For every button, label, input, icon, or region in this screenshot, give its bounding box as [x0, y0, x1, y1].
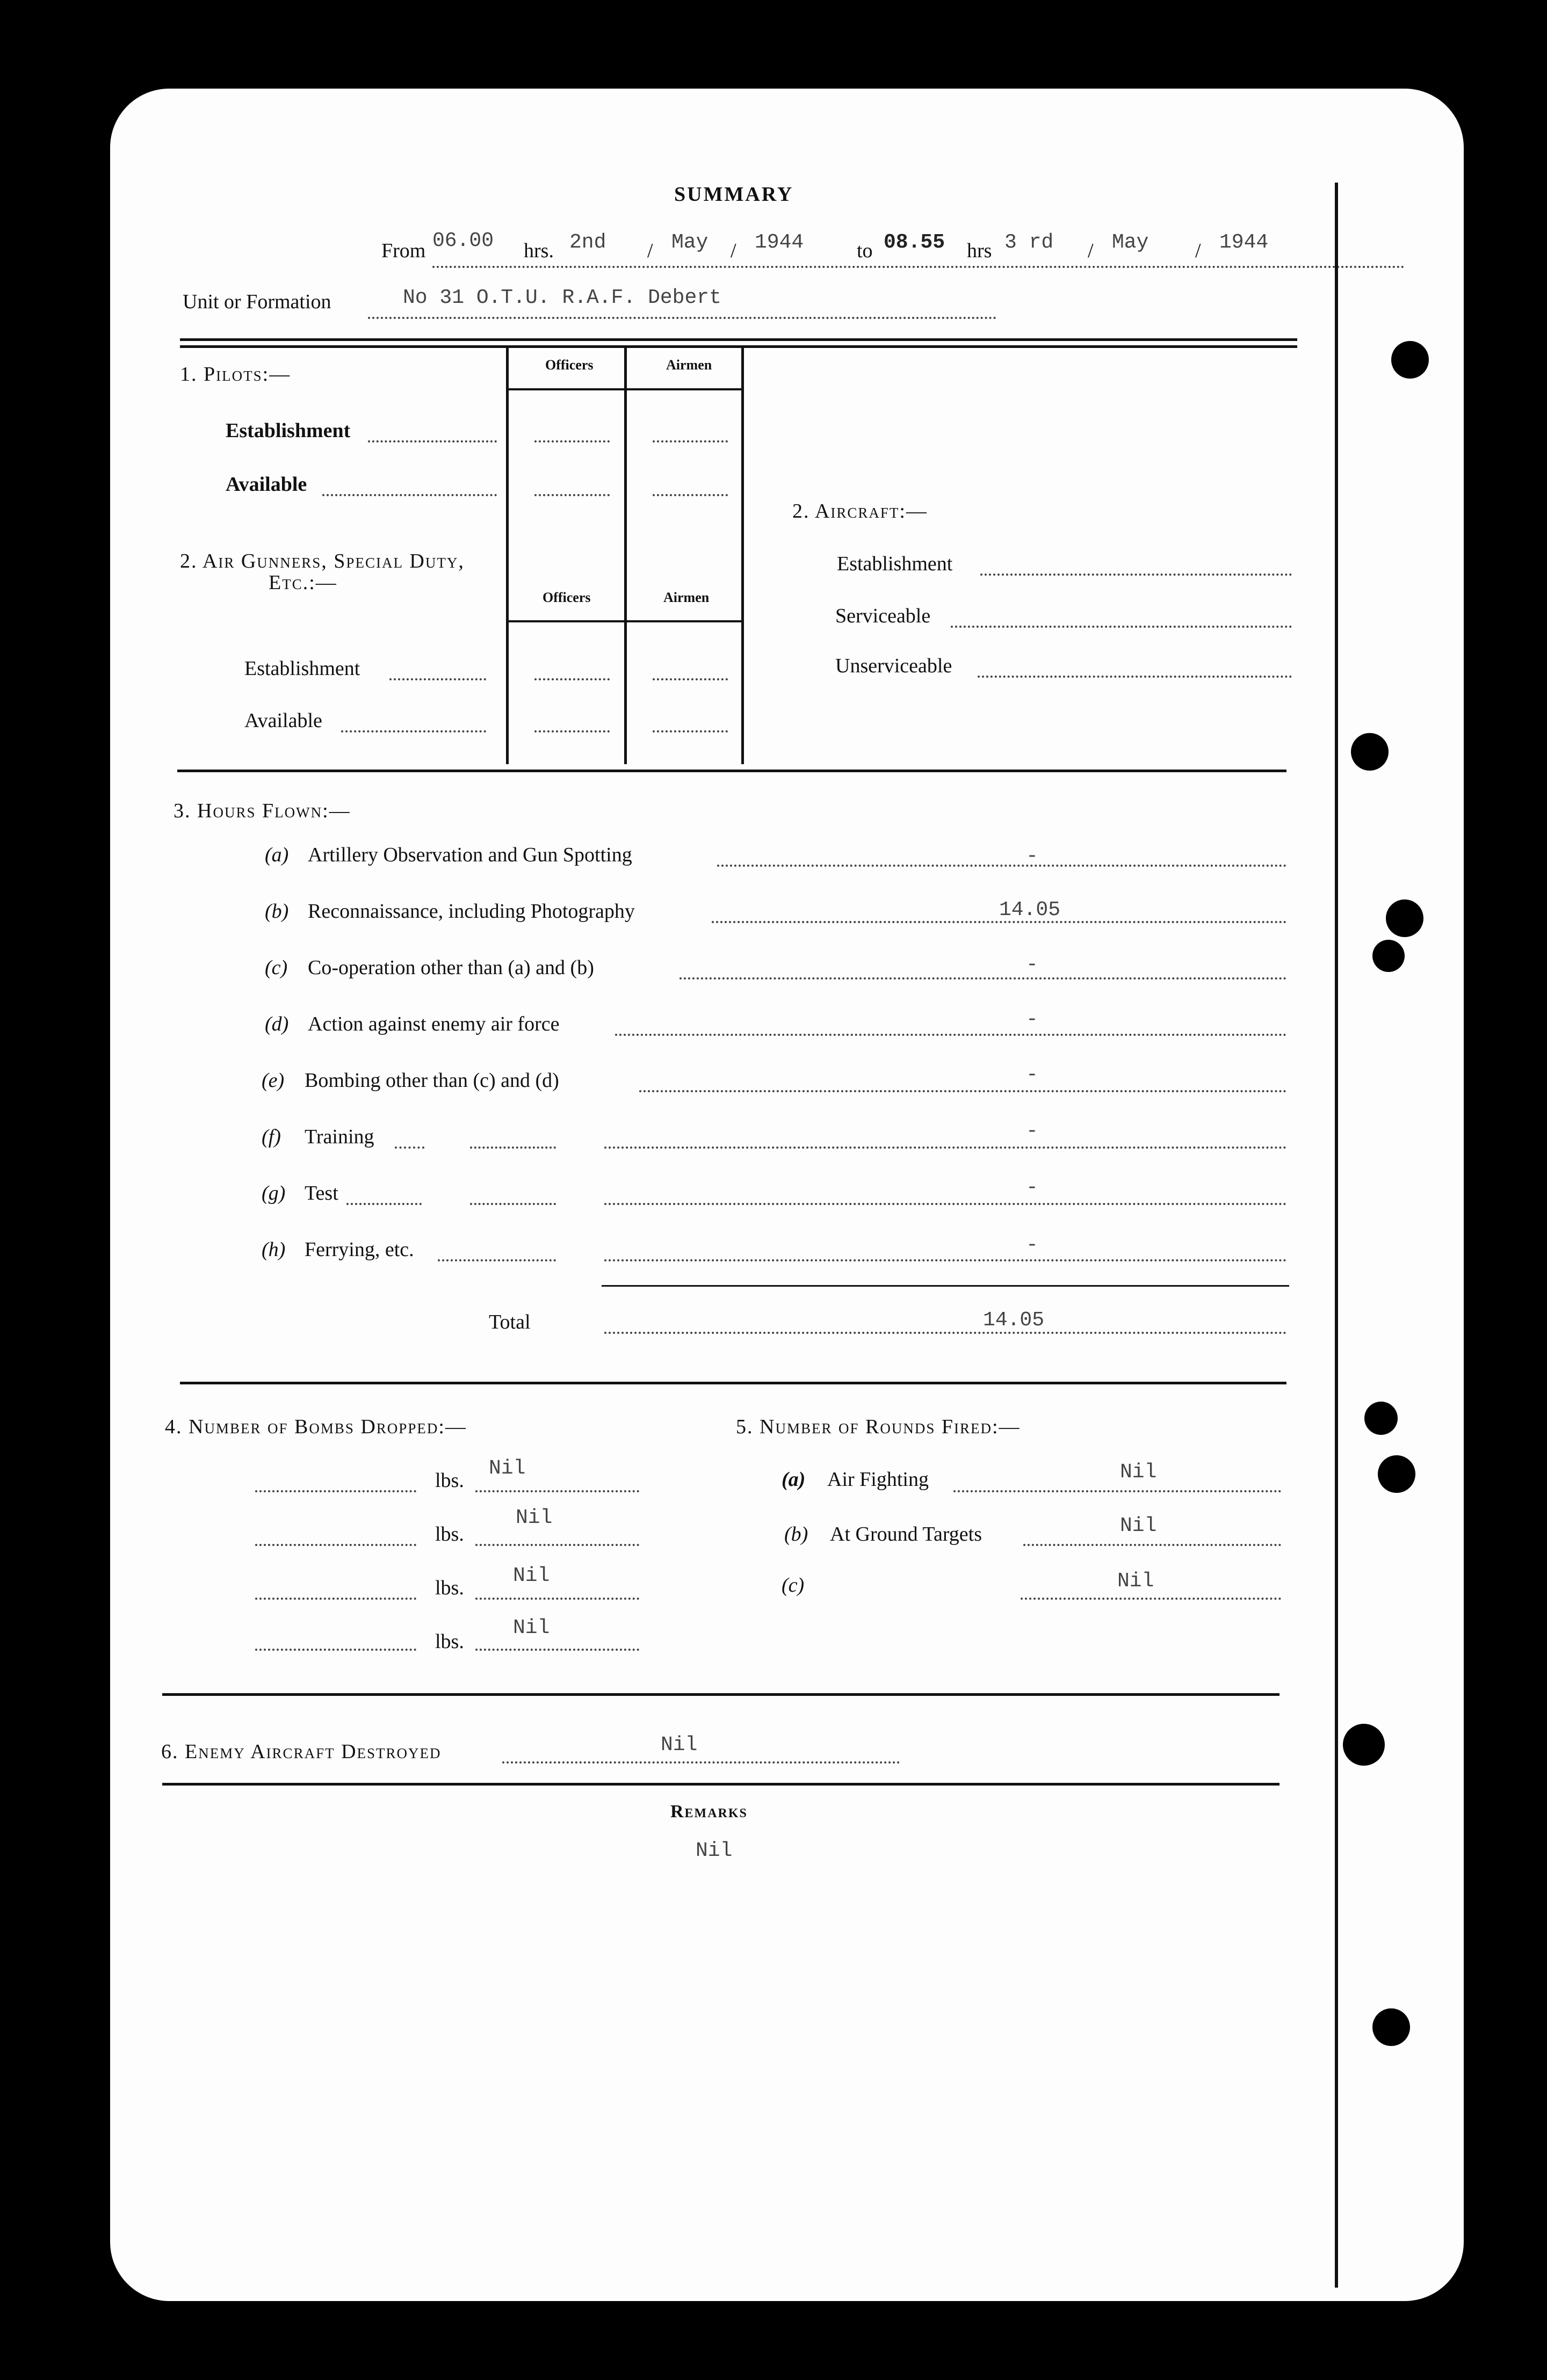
punch-hole [1378, 1455, 1415, 1493]
bombs-heading: 4. Number of Bombs Dropped:— [165, 1416, 467, 1438]
bombs-value-2: Nil [516, 1506, 553, 1529]
remarks-value: Nil [696, 1839, 733, 1862]
gunners-available-label: Available [244, 709, 322, 732]
from-day: 2nd [569, 231, 606, 254]
dots [475, 1598, 639, 1600]
dots [604, 1147, 1286, 1149]
punch-hole [1364, 1402, 1398, 1435]
dots [255, 1598, 416, 1600]
dots [470, 1203, 556, 1205]
bombs-unit: lbs. [435, 1469, 464, 1492]
hours-value-a: - [1026, 845, 1038, 868]
hours-letter-c: (c) [265, 956, 288, 979]
aircraft-unserviceable-label: Unserviceable [835, 655, 952, 677]
hours-label-e: Bombing other than (c) and (d) [305, 1069, 559, 1092]
dots [475, 1544, 639, 1546]
hours-value-h: - [1026, 1233, 1038, 1257]
rounds-heading: 5. Number of Rounds Fired:— [736, 1416, 1021, 1438]
pilots-available-airmen [653, 494, 728, 496]
bombs-unit: lbs. [435, 1630, 464, 1653]
slash: / [731, 240, 736, 262]
gunners-available-airmen [653, 730, 728, 732]
slash: / [647, 240, 653, 262]
rule [177, 770, 1286, 772]
unit-value: No 31 O.T.U. R.A.F. Debert [403, 286, 721, 309]
header-rule [508, 620, 744, 622]
aircraft-serviceable-value [951, 626, 1292, 628]
unit-dots [368, 317, 996, 319]
from-time: 06.00 [432, 229, 494, 252]
hours-value-d: - [1026, 1008, 1038, 1031]
gunners-establishment-airmen [653, 678, 728, 680]
hours-label-g: Test [305, 1182, 338, 1204]
bombs-unit: lbs. [435, 1577, 464, 1599]
gunners-heading: 2. Air Gunners, Special Duty, [180, 550, 465, 572]
hours-heading: 3. Hours Flown:— [174, 800, 351, 822]
gunners-establishment-officers [534, 678, 610, 680]
rounds-value-a: Nil [1120, 1461, 1157, 1484]
rule [180, 1382, 1286, 1384]
to-day: 3 rd [1004, 231, 1054, 254]
to-time: 08.55 [884, 231, 945, 254]
dots [341, 730, 486, 732]
hours-value-f: - [1026, 1120, 1038, 1143]
dots [1023, 1544, 1281, 1546]
from-line-dots [432, 266, 1405, 268]
from-label: From [381, 240, 426, 262]
rule [180, 338, 1297, 341]
column-line [741, 348, 744, 764]
hours-letter-g: (g) [262, 1182, 286, 1204]
dots [438, 1259, 556, 1261]
to-month: May [1112, 231, 1149, 254]
dots [604, 1332, 1286, 1334]
pilots-col-officers: Officers [545, 357, 594, 373]
hours-letter-e: (e) [262, 1069, 285, 1092]
column-line [624, 348, 627, 764]
gunners-col-airmen: Airmen [663, 590, 710, 605]
aircraft-unserviceable-value [978, 676, 1292, 678]
dots [470, 1147, 556, 1149]
hours-letter-d: (d) [265, 1013, 289, 1035]
header-rule [508, 388, 744, 390]
dots [953, 1490, 1281, 1492]
dots [255, 1649, 416, 1651]
pilots-establishment-airmen [653, 440, 728, 442]
pilots-available-label: Available [226, 473, 307, 496]
dots [322, 494, 497, 496]
bombs-value-4: Nil [513, 1616, 550, 1639]
rounds-value-c: Nil [1117, 1570, 1154, 1593]
from-hrs-label: hrs. [524, 240, 554, 262]
hours-letter-a: (a) [265, 844, 289, 866]
bombs-unit: lbs. [435, 1523, 464, 1545]
pilots-heading: 1. Pilots:— [180, 363, 291, 386]
dots [389, 678, 486, 680]
pilots-col-airmen: Airmen [666, 357, 712, 373]
rounds-label-a: Air Fighting [827, 1468, 929, 1491]
rounds-letter-c: (c) [782, 1574, 805, 1597]
to-hrs-label: hrs [967, 240, 992, 262]
unit-label: Unit or Formation [183, 291, 331, 313]
gunners-available-officers [534, 730, 610, 732]
dots [639, 1090, 1286, 1092]
to-year: 1944 [1219, 231, 1269, 254]
dots [604, 1203, 1286, 1205]
hours-total-label: Total [489, 1311, 531, 1333]
dots [679, 977, 1286, 979]
dots [604, 1259, 1286, 1261]
pilots-establishment-label: Establishment [226, 419, 351, 442]
slash: / [1088, 240, 1094, 262]
aircraft-serviceable-label: Serviceable [835, 605, 931, 627]
punch-hole [1391, 341, 1429, 379]
aircraft-heading: 2. Aircraft:— [792, 500, 928, 523]
dots [346, 1203, 422, 1205]
dots [502, 1761, 900, 1764]
gunners-col-officers: Officers [543, 590, 591, 605]
rounds-label-b: At Ground Targets [830, 1523, 982, 1545]
hours-value-b: 14.05 [999, 898, 1061, 921]
rounds-letter-a: (a) [782, 1468, 806, 1491]
hours-letter-b: (b) [265, 900, 289, 923]
pilots-available-officers [534, 494, 610, 496]
to-label: to [857, 240, 873, 262]
hours-label-a: Artillery Observation and Gun Spotting [308, 844, 632, 866]
rule [162, 1783, 1279, 1786]
bombs-value-3: Nil [513, 1564, 550, 1587]
from-year: 1944 [755, 231, 804, 254]
hours-label-f: Training [305, 1126, 374, 1148]
hours-label-d: Action against enemy air force [308, 1013, 560, 1035]
hours-label-h: Ferrying, etc. [305, 1238, 414, 1261]
hours-letter-h: (h) [262, 1238, 286, 1261]
dots [475, 1649, 639, 1651]
enemy-destroyed-value: Nil [661, 1733, 698, 1757]
punch-hole [1351, 733, 1389, 771]
dots [1021, 1598, 1281, 1600]
aircraft-establishment-value [980, 574, 1292, 576]
page-title: SUMMARY [674, 183, 794, 206]
right-margin-line [1335, 183, 1338, 2288]
hours-total-value: 14.05 [983, 1309, 1045, 1332]
dots [395, 1147, 424, 1149]
total-rule [602, 1285, 1289, 1287]
aircraft-establishment-label: Establishment [837, 553, 953, 575]
punch-hole [1343, 1724, 1385, 1766]
dots [717, 865, 1286, 867]
from-month: May [671, 231, 709, 254]
pilots-establishment-officers [534, 440, 610, 442]
hours-label-b: Reconnaissance, including Photography [308, 900, 635, 923]
dots [615, 1034, 1286, 1036]
gunners-establishment-label: Establishment [244, 657, 360, 680]
dots [255, 1544, 416, 1546]
punch-hole [1372, 940, 1405, 972]
rule [162, 1693, 1279, 1696]
hours-value-e: - [1026, 1063, 1038, 1086]
hours-letter-f: (f) [262, 1126, 281, 1148]
slash: / [1195, 240, 1201, 262]
dots [475, 1490, 639, 1492]
dots [255, 1490, 416, 1492]
enemy-destroyed-label: 6. Enemy Aircraft Destroyed [161, 1740, 442, 1763]
punch-hole [1386, 899, 1423, 937]
form-page [110, 89, 1464, 2301]
hours-value-g: - [1026, 1176, 1038, 1199]
remarks-heading: Remarks [670, 1802, 748, 1822]
bombs-value-1: Nil [489, 1457, 526, 1480]
hours-value-c: - [1026, 953, 1038, 976]
gunners-heading-2: Etc.:— [269, 571, 337, 594]
punch-hole [1372, 2008, 1410, 2046]
rounds-letter-b: (b) [784, 1523, 808, 1545]
dots [368, 440, 497, 442]
rounds-value-b: Nil [1120, 1514, 1157, 1537]
column-line [506, 348, 509, 764]
rule [180, 345, 1297, 348]
hours-label-c: Co-operation other than (a) and (b) [308, 956, 594, 979]
